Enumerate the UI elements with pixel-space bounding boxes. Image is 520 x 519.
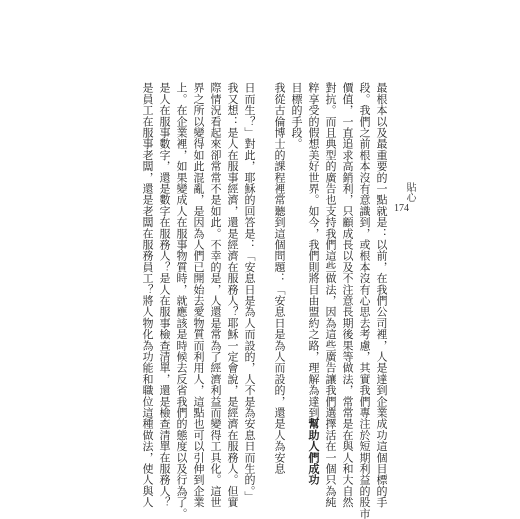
bold-phrase: 幫助人們成功	[307, 418, 320, 486]
text-column-12: 上。在企業裡，如果變成人在服事物質時，就應該是時候去反省我們的態度以及行為了。	[175, 82, 188, 519]
text-column-9: 我又想：是人在服事經濟，還是經濟在服務人？耶穌一定會說，是經濟在服務人。但實	[226, 82, 239, 508]
text-column-3: 價值，一直追求高銷利，只顧成長以及不注意長期後果等做法，常常是在與人和大自然	[341, 82, 354, 508]
running-header-title: 貼心	[404, 182, 415, 202]
text-column-13: 是人在服事數字，還是數字在服務人？是人在服事檢查清單，還是檢查清單在服務人？	[158, 82, 171, 508]
text-column-5	[306, 82, 320, 486]
text-column-7: 我從古倫博士的課程裡常聽到這個問題：「安息日是為人而設的，還是人為安息	[273, 82, 286, 474]
page-number: 174	[394, 203, 409, 214]
text-column-10: 際情況看起來卻常常不是如此。不幸的是，人還是常為了經濟利益而變得工具化。這世	[209, 82, 222, 508]
text-column-4: 對抗。而且典型的廣告也支持我們這些做法，因為這些廣告讓我們選擇活在一個只為純	[324, 82, 337, 508]
text-column-8: 日而生？」對此，耶穌的回答是：「安息日是為人而設的，人不是為安息日而生的。」	[243, 82, 256, 503]
text-column-11: 界之所以變得如此混亂，是因為人們已開始去愛物質而利用人，這點也可以引伸到企業	[192, 82, 205, 508]
text-column-6: 目標的手段。	[290, 82, 303, 150]
text-column-2: 段。我們之前根本沒有意識到，或根本沒有心思去考慮，其實我們專注於短期利益的股市	[358, 82, 371, 519]
text-column-14: 是員工在服事老闆，還是老闆在服務員工？將人物化為功能和職位這種做法，使人與人	[141, 82, 154, 508]
text-column-5-start: 粹享受的假想美好世界。如今，我們則將目由盟約之路，理解為達到	[307, 82, 320, 418]
vertical-text-body	[140, 82, 388, 519]
text-column-1: 最根本以及最重要的一點就是：以前，在我們公司裡，人是達到企業成功這個目標的手	[375, 82, 388, 508]
